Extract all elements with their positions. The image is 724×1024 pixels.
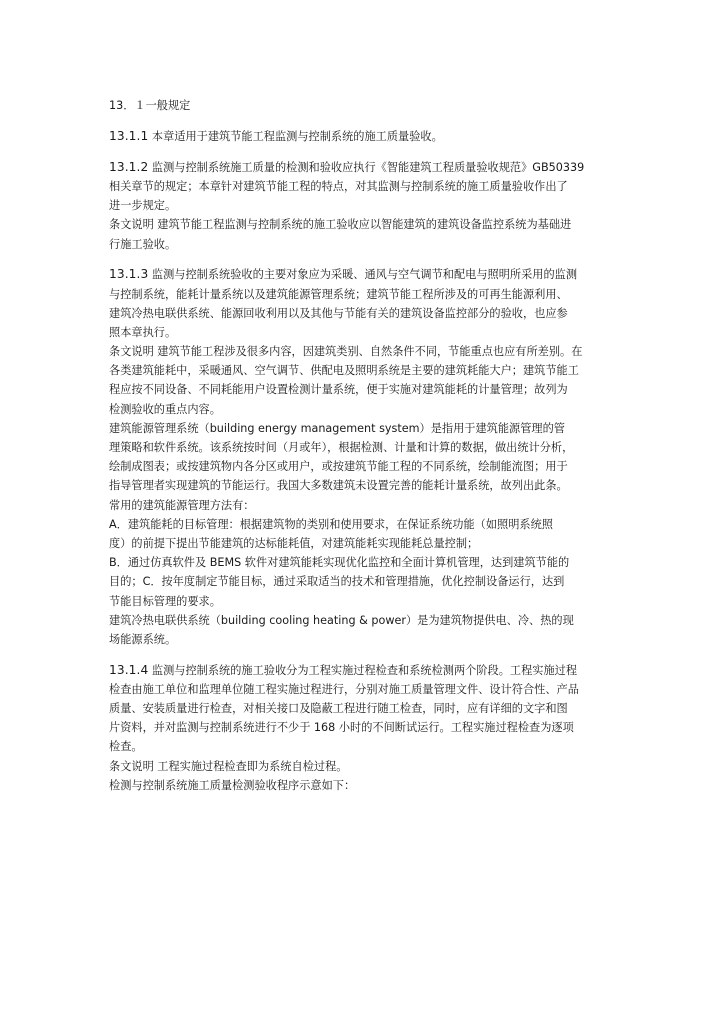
clause-line: 照本章执行。 xyxy=(109,325,177,339)
clause-explanation: 程应按不同设备、不同耗能用户设置检测计量系统，便于实施对建筑能耗的计量管理；故列为 xyxy=(109,383,568,397)
bems-definition: 指导管理者实现建筑的节能运行。我国大多数建筑未设置完善的能耗计量系统，故列出此条。 xyxy=(109,479,568,493)
clause-line xyxy=(109,661,629,680)
clause-13-1-4 xyxy=(109,661,629,795)
document-page xyxy=(109,96,629,795)
methods-intro: 常用的建筑能源管理方法有： xyxy=(109,498,255,512)
clause-number: 13.1.3 xyxy=(109,267,149,282)
bems-definition: 建筑能源管理系统（building energy management system）是指用于建筑能源管理的管 xyxy=(109,421,565,435)
bems-definition: 绘制成图表；或按建筑物内各分区或用户，或按建筑节能工程的不同系统，绘制能流图；用于 xyxy=(109,460,568,474)
clause-13-1-2 xyxy=(109,158,629,254)
bems-definition: 理策略和软件系统。该系统按时间（月或年），根据检测、计量和计算的数据，做出统计分析， xyxy=(109,441,574,454)
clause-13-1-1 xyxy=(109,127,629,146)
clause-number: 13.1.4 xyxy=(109,662,149,677)
clause-line: 进一步规定。 xyxy=(109,199,177,213)
clause-explanation: 检测验收的重点内容。 xyxy=(109,402,221,416)
clause-number: 13.1.1 xyxy=(109,129,149,144)
clause-explanation: 条文说明 建筑节能工程监测与控制系统的施工验收应以智能建筑的建筑设备监控系统为基础进 xyxy=(109,218,572,232)
clause-line xyxy=(109,158,629,177)
method-b: B．通过仿真软件及 BEMS 软件对建筑能耗实现优化监控和全面计算机管理，达到建筑节能的 xyxy=(109,556,570,570)
clause-explanation: 条文说明 工程实施过程检查即为系统自检过程。 xyxy=(109,759,348,773)
procedure-intro: 检测与控制系统施工质量检测验收程序示意如下： xyxy=(109,778,356,792)
clause-line: 与控制系统，能耗计量系统以及建筑能源管理系统；建筑节能工程所涉及的可再生能源利用、 xyxy=(109,287,568,301)
clause-line xyxy=(109,265,629,284)
clause-line: 相关章节的规定；本章针对建筑节能工程的特点，对其监测与控制系统的施工质量验收作出了 xyxy=(109,180,568,194)
clause-text: 监测与控制系统施工质量的检测和验收应执行《智能建筑工程质量验收规范》GB50339 xyxy=(148,160,585,174)
method-a: 度）的前提下提出节能建筑的达标能耗值，对建筑能耗实现能耗总量控制； xyxy=(109,536,479,550)
method-a: A．建筑能耗的目标管理：根据建筑物的类别和使用要求，在保证系统功能（如照明系统照 xyxy=(109,517,553,531)
clause-explanation: 行施工验收。 xyxy=(109,237,177,251)
clause-number: 13.1.2 xyxy=(109,159,149,174)
cchp-definition: 建筑冷热电联供系统（building cooling heating & power）是为建筑物提供电、冷、热的现 xyxy=(109,613,574,627)
clause-line: 建筑冷热电联供系统、能源回收利用以及其他与节能有关的建筑设备监控部分的验收，也应参 xyxy=(109,306,568,320)
clause-13-1-3 xyxy=(109,265,629,649)
section-heading-13-1: 13．１一般规定 xyxy=(109,99,191,112)
clause-explanation: 条文说明 建筑节能工程涉及很多内容，因建筑类别、自然条件不同，节能重点也应有所差别。在 xyxy=(109,345,583,359)
clause-line: 片资料，并对监测与控制系统进行不少于 168 小时的不间断试运行。工程实施过程检查为逐项 xyxy=(109,721,574,735)
method-c: 目的；C．按年度制定节能目标，通过采取适当的技术和管理措施，优化控制设备运行，达到 xyxy=(109,575,565,589)
method-c: 节能目标管理的要求。 xyxy=(109,594,221,608)
clause-text: 监测与控制系统的施工验收分为工程实施过程检查和系统检测两个阶段。工程实施过程 xyxy=(148,663,578,677)
clause-explanation: 各类建筑能耗中，采暖通风、空气调节、供配电及照明系统是主要的建筑耗能大户；建筑节能工 xyxy=(109,364,579,378)
clause-line: 检查。 xyxy=(109,740,143,754)
clause-text: 监测与控制系统验收的主要对象应为采暖、通风与空气调节和配电与照明所采用的监测 xyxy=(148,268,578,282)
clause-line: 质量、安装质量进行检查，对相关接口及隐蔽工程进行随工检查，同时，应有详细的文字和图 xyxy=(109,701,568,715)
cchp-definition: 场能源系统。 xyxy=(109,632,177,646)
clause-text: 本章适用于建筑节能工程监测与控制系统的施工质量验收。 xyxy=(148,130,443,144)
clause-line: 检查由施工单位和监理单位随工程实施过程进行，分别对施工质量管理文件、设计符合性、产品 xyxy=(109,682,579,696)
